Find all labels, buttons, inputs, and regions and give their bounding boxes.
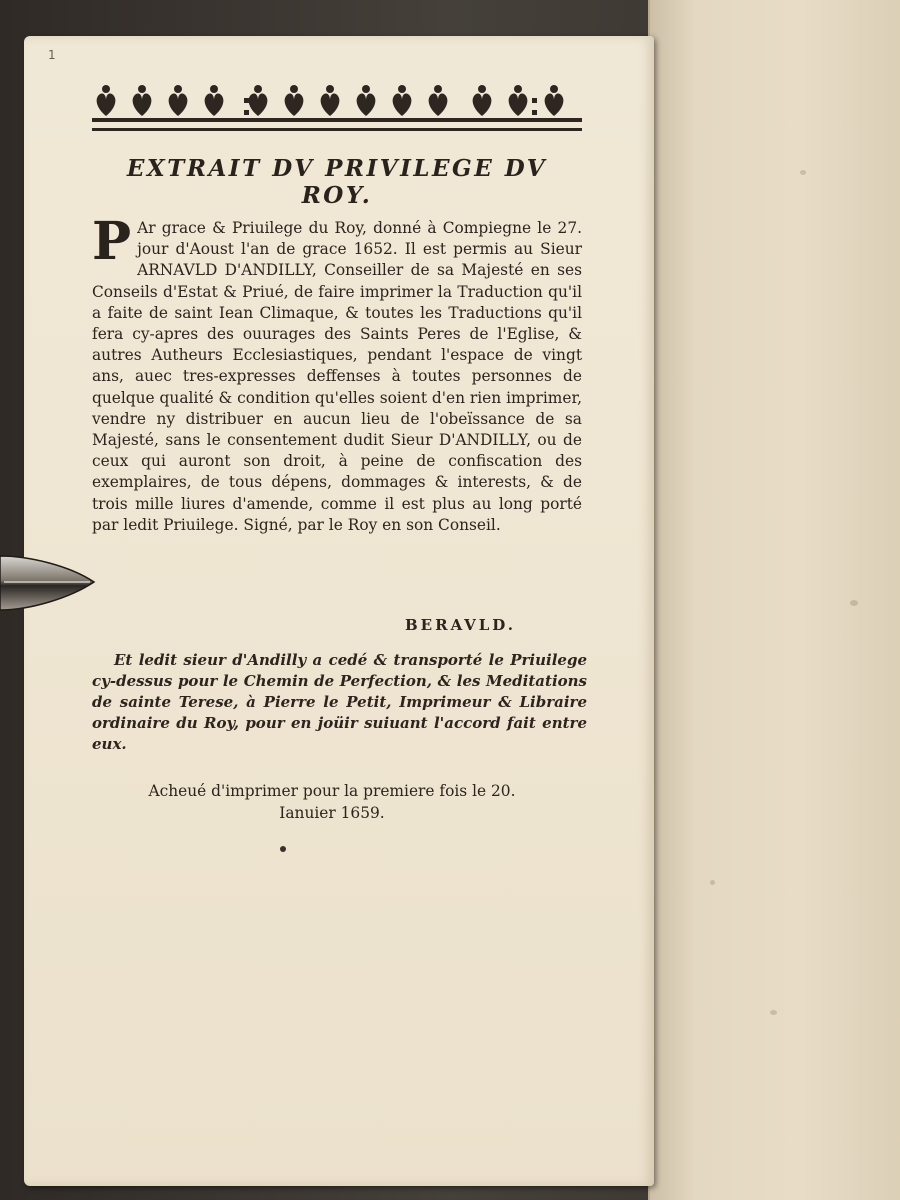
metal-page-clip (0, 548, 96, 618)
fleuron-bud (210, 85, 218, 93)
fleuron (321, 93, 340, 116)
fleuron-bud (514, 85, 522, 93)
fleuron (133, 93, 152, 116)
page-heading: EXTRAIT DV PRIVILEGE DV ROY. (126, 155, 548, 209)
fleuron-bud (362, 85, 370, 93)
fleuron (205, 93, 224, 116)
fleuron-bud (326, 85, 334, 93)
drop-cap: P (92, 211, 132, 272)
facing-page (648, 0, 900, 1200)
ornament-colon (532, 110, 537, 115)
fleuron (545, 93, 564, 116)
privilege-body: Ar grace & Priuilege du Roy, donné à Compiegne le 27. jour d'Aoust l'an de grace 1652. Il est permis au Sieur ARNAVLD D'ANDILLY, Conseiller de sa Majesté en ses Conseils d'Estat & Priué, de faire imprimer la Traduction qu'il a faite de saint Iean Climaque, & toutes les Traductions qu'il fera cy-apres des ouurages des Saints Peres de l'Eglise, & autres Autheurs Ecclesiastiques, pendant l'espace de vingt ans, auec tres-expresses deffenses à toutes personnes de quelque qualité & condition qu'elles soient d'en rien imprimer, vendre ny distribuer en aucun lieu de l'obeïssance de sa Majesté, sans le consentement dudit Sieur D'ANDILLY, ou de ceux qui auront son droit, à peine de confiscation des exemplaires, de tous dépens, dommages & interests, & de trois mille liures d'amende, comme il est plus au long porté par ledit Priuilege. Signé, par le Roy en son Conseil. (92, 219, 582, 534)
acheve-line-2: Ianuier 1659. (279, 804, 385, 822)
fleuron-ornament-band (92, 84, 582, 134)
fleuron (429, 93, 448, 116)
signature: BERAVLD. (405, 616, 517, 634)
fleuron (473, 93, 492, 116)
fleuron-bud (254, 85, 262, 93)
fleuron-bud (478, 85, 486, 93)
fleuron-bud (290, 85, 298, 93)
fleuron (393, 93, 412, 116)
printing-completion-note (92, 780, 572, 824)
fleuron-bud (174, 85, 182, 93)
fleuron-bud (434, 85, 442, 93)
ornament-colon (244, 98, 249, 103)
privilege-text (92, 211, 582, 536)
acheve-line-1: Acheué d'imprimer pour la premiere fois le 20. (148, 782, 516, 800)
ornament-colon (244, 110, 249, 115)
fleuron (169, 93, 188, 116)
fleuron-bud (102, 85, 110, 93)
ink-dot (280, 846, 286, 852)
fleuron (249, 93, 268, 116)
fleuron (509, 93, 528, 116)
ornament-colon (532, 98, 537, 103)
fleuron (285, 93, 304, 116)
fleuron-bud (398, 85, 406, 93)
pencil-mark: 1 (48, 48, 56, 62)
fleuron (357, 93, 376, 116)
fleuron-bud (550, 85, 558, 93)
fleuron-bud (138, 85, 146, 93)
fleuron (97, 93, 116, 116)
cession-paragraph: Et ledit sieur d'Andilly a cedé & transporté le Priuilege cy-dessus pour le Chemin de Perfection, & les Meditations de sainte Terese, à Pierre le Petit, Imprimeur & Libraire ordinaire du Roy, pour en joüir suiuant l'accord fait entre eux. (92, 651, 587, 753)
